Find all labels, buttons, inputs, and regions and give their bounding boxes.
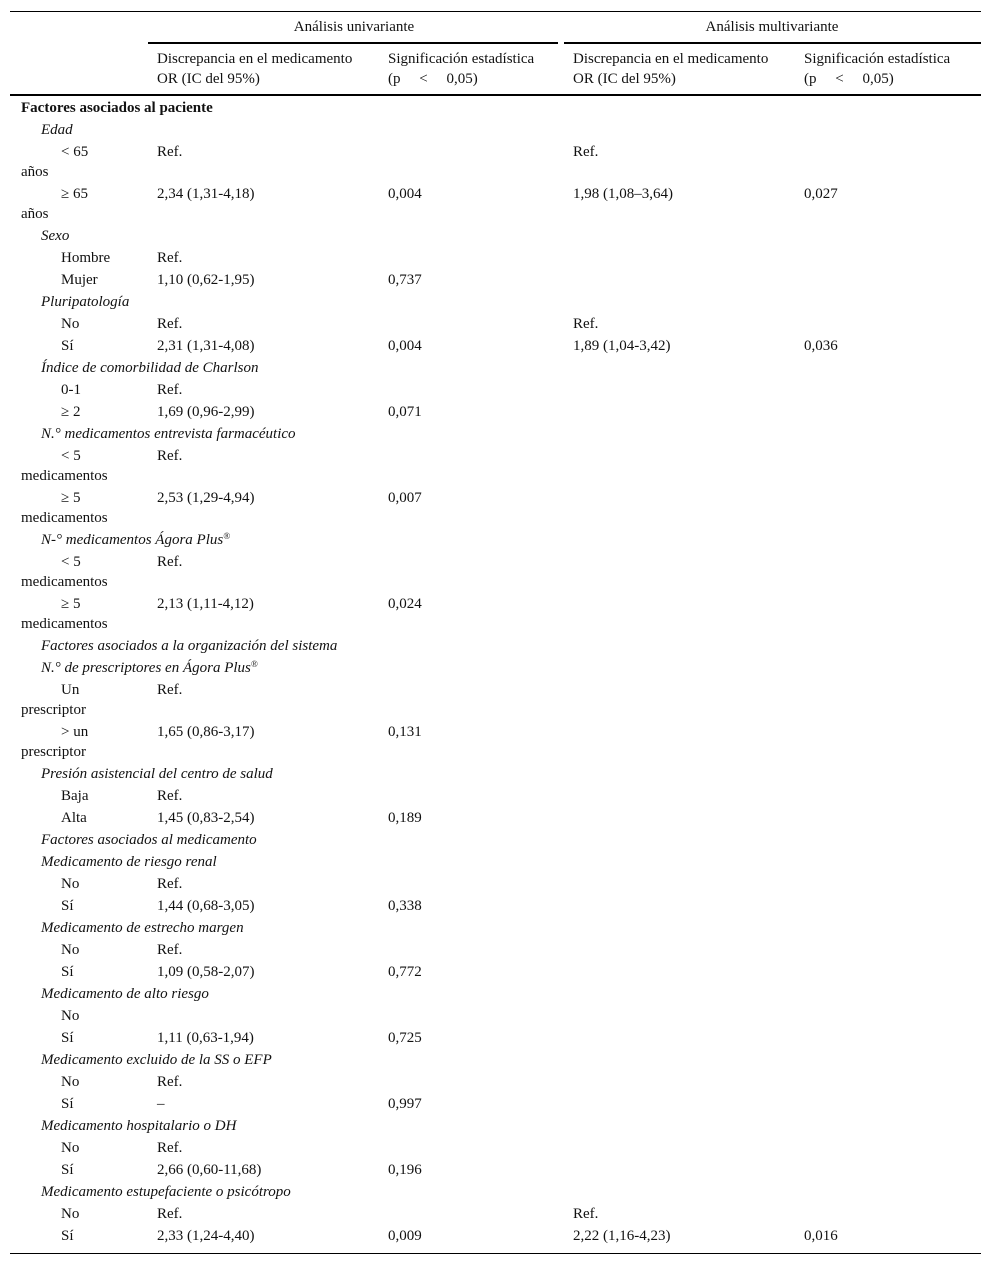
group-label: Factores asociados a la organización del sistema <box>41 638 338 654</box>
uni-or-cell: Ref. <box>157 1074 183 1090</box>
uni-or-cell: 2,33 (1,24-4,40) <box>157 1228 255 1244</box>
group-label <box>41 530 230 550</box>
uni-p-cell: 0,004 <box>388 338 422 354</box>
col-multi-or-header-2: OR (IC del 95%) <box>573 71 676 87</box>
multi-or-cell: 2,22 (1,16-4,23) <box>573 1228 671 1244</box>
uni-or-cell: Ref. <box>157 316 183 332</box>
group-label-text: N-° medicamentos Ágora Plus <box>41 532 224 548</box>
col-multi-or-header-1: Discrepancia en el medicamento <box>573 51 769 67</box>
uni-or-cell: 1,44 (0,68-3,05) <box>157 898 255 914</box>
uni-p-cell: 0,024 <box>388 596 422 612</box>
category-label: No <box>61 1008 80 1024</box>
uni-or-cell: 1,69 (0,96-2,99) <box>157 404 255 420</box>
category-label-wrap: años <box>21 164 49 180</box>
category-label-wrap: medicamentos <box>21 468 108 484</box>
category-label: Baja <box>61 788 89 804</box>
multi-or-cell: Ref. <box>573 316 599 332</box>
category-label: < 5 <box>61 448 81 464</box>
category-label: < 5 <box>61 554 81 570</box>
uni-or-cell: 2,13 (1,11-4,12) <box>157 596 254 612</box>
uni-or-cell: 2,31 (1,31-4,08) <box>157 338 255 354</box>
uni-p-cell: 0,196 <box>388 1162 422 1178</box>
uni-or-cell: 2,34 (1,31-4,18) <box>157 186 255 202</box>
category-label: No <box>61 1206 80 1222</box>
category-label-wrap: medicamentos <box>21 616 108 632</box>
registered-mark: ® <box>223 531 231 541</box>
category-label: < 65 <box>61 144 89 160</box>
uni-or-cell: 1,45 (0,83-2,54) <box>157 810 255 826</box>
category-label: Un <box>61 682 80 698</box>
category-label: 0-1 <box>61 382 81 398</box>
category-label: Sí <box>61 898 74 914</box>
group-label: Factores asociados al medicamento <box>41 832 257 848</box>
category-label: Sí <box>61 1030 74 1046</box>
category-label: Sí <box>61 964 74 980</box>
category-label: Alta <box>61 810 87 826</box>
uni-or-cell: 2,53 (1,29-4,94) <box>157 490 255 506</box>
category-label: Sí <box>61 338 74 354</box>
uni-p-cell: 0,772 <box>388 964 422 980</box>
multi-or-cell: 1,89 (1,04-3,42) <box>573 338 671 354</box>
uni-or-cell: 1,09 (0,58-2,07) <box>157 964 255 980</box>
uni-or-cell: Ref. <box>157 682 183 698</box>
multi-p-cell: 0,036 <box>804 338 838 354</box>
uni-or-cell: Ref. <box>157 1140 183 1156</box>
uni-p-cell: 0,338 <box>388 898 422 914</box>
multi-or-cell: Ref. <box>573 1206 599 1222</box>
group-label: N.° medicamentos entrevista farmacéutico <box>41 426 296 442</box>
category-label: Sí <box>61 1228 74 1244</box>
header-univariate-rule <box>148 42 558 44</box>
group-label: Medicamento de alto riesgo <box>41 986 209 1002</box>
col-multi-sig-header-1: Significación estadística <box>804 51 951 67</box>
table-bottom-rule <box>10 1253 981 1254</box>
header-multivariate: Análisis multivariante <box>705 19 839 35</box>
category-label-wrap: años <box>21 206 49 222</box>
uni-p-cell: 0,131 <box>388 724 422 740</box>
group-label: Sexo <box>41 228 70 244</box>
group-label <box>41 658 258 678</box>
uni-p-cell: 0,004 <box>388 186 422 202</box>
category-label: No <box>61 316 80 332</box>
category-label-wrap: prescriptor <box>21 702 86 718</box>
category-label: > un <box>61 724 89 740</box>
category-label: No <box>61 1074 80 1090</box>
uni-p-cell: 0,737 <box>388 272 422 288</box>
category-label: ≥ 2 <box>61 404 81 420</box>
group-label: Medicamento de estrecho margen <box>41 920 244 936</box>
group-label: Medicamento hospitalario o DH <box>41 1118 237 1134</box>
header-multivariate-rule <box>564 42 981 44</box>
uni-or-cell: Ref. <box>157 942 183 958</box>
col-uni-or-header-1: Discrepancia en el medicamento <box>157 51 353 67</box>
uni-or-cell: 1,11 (0,63-1,94) <box>157 1030 254 1046</box>
col-uni-or-header-2: OR (IC del 95%) <box>157 71 260 87</box>
col-uni-sig-header-2: (p < 0,05) <box>388 71 478 87</box>
uni-or-cell: Ref. <box>157 144 183 160</box>
uni-p-cell: 0,997 <box>388 1096 422 1112</box>
category-label: ≥ 5 <box>61 596 81 612</box>
category-label: Hombre <box>61 250 111 266</box>
group-label: Medicamento de riesgo renal <box>41 854 217 870</box>
group-label: Presión asistencial del centro de salud <box>41 766 273 782</box>
registered-mark: ® <box>250 659 258 669</box>
col-uni-sig-header-1: Significación estadística <box>388 51 535 67</box>
uni-p-cell: 0,725 <box>388 1030 422 1046</box>
uni-p-cell: 0,189 <box>388 810 422 826</box>
table-top-rule <box>10 11 981 12</box>
category-label-wrap: medicamentos <box>21 510 108 526</box>
category-label: Sí <box>61 1096 74 1112</box>
group-label: Medicamento excluido de la SS o EFP <box>41 1052 272 1068</box>
uni-or-cell: Ref. <box>157 788 183 804</box>
multi-or-cell: Ref. <box>573 144 599 160</box>
uni-or-cell: Ref. <box>157 876 183 892</box>
uni-or-cell: – <box>157 1096 165 1112</box>
multi-p-cell: 0,027 <box>804 186 838 202</box>
group-label: Índice de comorbilidad de Charlson <box>41 360 259 376</box>
section-label: Factores asociados al paciente <box>21 100 213 116</box>
category-label: No <box>61 1140 80 1156</box>
header-bottom-rule <box>10 94 981 96</box>
header-univariate: Análisis univariante <box>293 19 415 35</box>
group-label: Medicamento estupefaciente o psicótropo <box>41 1184 291 1200</box>
uni-or-cell: Ref. <box>157 382 183 398</box>
group-label-text: N.° de prescriptores en Ágora Plus <box>41 660 251 676</box>
uni-p-cell: 0,071 <box>388 404 422 420</box>
uni-or-cell: 1,10 (0,62-1,95) <box>157 272 255 288</box>
category-label: ≥ 65 <box>61 186 88 202</box>
col-multi-sig-header-2: (p < 0,05) <box>804 71 894 87</box>
category-label: No <box>61 876 80 892</box>
uni-or-cell: Ref. <box>157 448 183 464</box>
category-label: Mujer <box>61 272 98 288</box>
uni-or-cell: 1,65 (0,86-3,17) <box>157 724 255 740</box>
category-label: ≥ 5 <box>61 490 81 506</box>
uni-or-cell: 2,66 (0,60-11,68) <box>157 1162 262 1178</box>
uni-or-cell: Ref. <box>157 1206 183 1222</box>
uni-or-cell: Ref. <box>157 250 183 266</box>
uni-p-cell: 0,007 <box>388 490 422 506</box>
group-label: Pluripatología <box>41 294 130 310</box>
multi-or-cell: 1,98 (1,08–3,64) <box>573 186 673 202</box>
category-label: Sí <box>61 1162 74 1178</box>
uni-or-cell: Ref. <box>157 554 183 570</box>
group-label: Edad <box>41 122 73 138</box>
category-label: No <box>61 942 80 958</box>
multi-p-cell: 0,016 <box>804 1228 838 1244</box>
category-label-wrap: medicamentos <box>21 574 108 590</box>
category-label-wrap: prescriptor <box>21 744 86 760</box>
uni-p-cell: 0,009 <box>388 1228 422 1244</box>
